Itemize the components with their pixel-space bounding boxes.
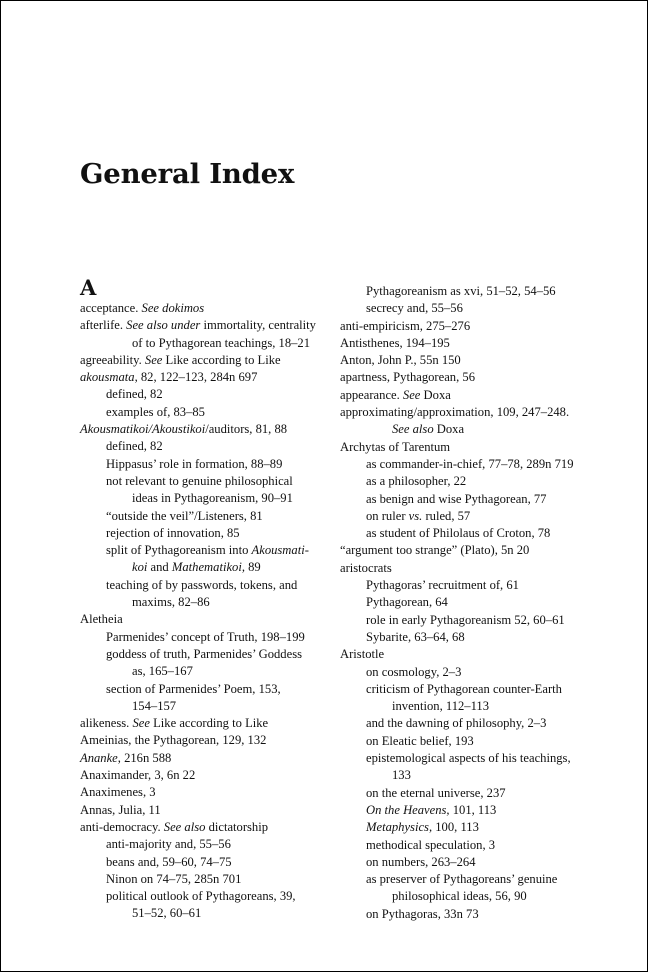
index-entry xyxy=(80,646,342,663)
index-entry-text: Akousmati- xyxy=(251,543,309,558)
index-entry xyxy=(340,577,610,594)
index-entry-text: Aristotle xyxy=(340,647,385,662)
index-entry-text: on Pythagoras, 33n 73 xyxy=(366,906,479,921)
index-entry-text: Metaphysics, xyxy=(366,820,433,835)
index-entry xyxy=(340,664,610,681)
index-entry-text: on numbers, 263–264 xyxy=(366,854,476,869)
index-entry-text: Ninon on 74–75, 285n 701 xyxy=(106,871,242,886)
index-entry xyxy=(340,629,610,646)
index-entry xyxy=(340,491,610,508)
index-entry-text: epistemological aspects of his teachings, xyxy=(366,751,571,766)
index-entry-text: goddess of truth, Parmenides’ Goddess xyxy=(106,646,302,661)
index-entry-text: teaching of by passwords, tokens, and xyxy=(106,577,298,592)
index-entry xyxy=(80,335,342,352)
index-entry-text: anti-majority and, 55–56 xyxy=(106,837,231,852)
index-entry xyxy=(80,836,342,853)
index-entry xyxy=(340,369,610,386)
section-letter-heading: A xyxy=(80,275,97,300)
index-entry-text: on cosmology, 2–3 xyxy=(366,664,462,679)
index-entry xyxy=(80,300,342,317)
index-entry-text: examples of, 83–85 xyxy=(106,404,205,419)
index-entry xyxy=(340,456,610,473)
index-entry xyxy=(340,819,610,836)
index-entry-text: 89 xyxy=(244,560,261,575)
index-entry xyxy=(340,318,610,335)
index-entry xyxy=(340,439,610,456)
index-entry xyxy=(80,888,342,905)
index-entry xyxy=(80,404,342,421)
index-entry-text: Archytas of Tarentum xyxy=(340,439,451,454)
index-entry-text: , 216n 588 xyxy=(117,750,172,765)
index-entry-text: acceptance. xyxy=(80,301,142,315)
index-entry-text: apartness, Pythagorean, 56 xyxy=(340,370,475,385)
index-entry xyxy=(340,300,610,317)
index-entry-text: as commander-in-chief, 77–78, 289n 719 xyxy=(366,456,574,471)
index-entry xyxy=(340,785,610,802)
index-entry-text: defined, 82 xyxy=(106,387,163,402)
index-entry-text: as a philosopher, 22 xyxy=(366,474,467,489)
index-entry xyxy=(80,732,342,749)
index-column-right xyxy=(340,283,610,923)
index-entry-text: rejection of innovation, 85 xyxy=(106,525,240,540)
index-entry xyxy=(340,698,610,715)
index-entry xyxy=(340,871,610,888)
index-entry xyxy=(80,802,342,819)
index-entry-text: approximating/approximation, 109, 247–248. xyxy=(340,405,570,420)
index-entry xyxy=(340,508,610,525)
index-entry-text: agreeability. xyxy=(80,352,145,367)
index-entry xyxy=(80,525,342,542)
index-entry-text: Annas, Julia, 11 xyxy=(80,802,161,817)
index-entry-text: dictatorship xyxy=(205,819,269,834)
index-entry-text: See xyxy=(132,716,150,731)
index-entry-text: ideas in Pythagoreanism, 90–91 xyxy=(132,491,293,506)
index-entry-text: See xyxy=(144,352,163,367)
index-entry-text: defined, 82 xyxy=(106,439,163,454)
index-entry xyxy=(80,750,342,767)
index-entry xyxy=(340,542,610,559)
index-entry xyxy=(80,784,342,801)
index-entry xyxy=(80,473,342,490)
index-entry-text: 101, 113 xyxy=(449,802,497,817)
index-entry-text: immortality, centrality xyxy=(200,318,316,333)
index-entry xyxy=(80,352,342,369)
index-entry xyxy=(340,767,610,784)
index-entry-text: on Eleatic belief, 193 xyxy=(366,733,474,748)
index-entry xyxy=(80,421,342,438)
index-entry-text: as student of Philolaus of Croton, 78 xyxy=(366,526,551,541)
index-entry-text: philosophical ideas, 56, 90 xyxy=(392,889,527,904)
index-entry-text: criticism of Pythagorean counter-Earth xyxy=(366,681,562,696)
index-entry-text: Ameinias, the Pythagorean, 129, 132 xyxy=(80,733,267,748)
index-entry xyxy=(340,404,610,421)
index-entry-text: role in early Pythagoreanism 52, 60–61 xyxy=(366,612,565,627)
index-entry xyxy=(80,663,342,680)
index-entry-text: maxims, 82–86 xyxy=(132,595,210,610)
index-entry xyxy=(340,837,610,854)
index-entry-text: Doxa xyxy=(420,387,451,402)
index-entry-text: Like according to Like xyxy=(162,352,281,367)
index-entry xyxy=(80,559,342,576)
index-entry-text: Sybarite, 63–64, 68 xyxy=(366,629,465,644)
index-entry-text: aristocrats xyxy=(340,560,392,575)
index-entry-text: ruled, 57 xyxy=(422,508,471,523)
index-entry-text: Doxa xyxy=(433,422,465,437)
index-entry xyxy=(80,317,342,334)
index-entry xyxy=(80,542,342,559)
index-entry-text: not relevant to genuine philosophical xyxy=(106,473,293,488)
index-entry xyxy=(80,681,342,698)
index-entry xyxy=(80,456,342,473)
index-entry-text: “argument too strange” (Plato), 5n 20 xyxy=(340,543,530,558)
index-entry-text: anti-democracy. xyxy=(80,819,164,834)
index-entry-text: Anton, John P., 55n 150 xyxy=(340,353,461,368)
index-column-left xyxy=(80,300,342,923)
index-entry-text: as, 165–167 xyxy=(132,664,193,679)
index-entry-text: split of Pythagoreanism into xyxy=(106,543,252,558)
index-entry xyxy=(340,612,610,629)
index-entry xyxy=(80,369,342,386)
index-entry-text: Anaximenes, 3 xyxy=(80,785,156,800)
index-entry-text: alikeness. xyxy=(80,716,133,731)
index-entry xyxy=(340,560,610,577)
index-entry xyxy=(340,750,610,767)
index-entry-text: Antisthenes, 194–195 xyxy=(340,335,450,350)
index-entry-text: appearance. xyxy=(340,387,403,402)
index-entry-text: of to Pythagorean teachings, 18–21 xyxy=(132,335,311,350)
index-entry xyxy=(80,854,342,871)
index-entry xyxy=(340,283,610,300)
index-entry xyxy=(80,629,342,646)
index-entry-text: on the eternal universe, 237 xyxy=(366,785,506,800)
index-entry-text: Like according to Like xyxy=(149,716,269,731)
index-entry-text: Mathematikoi, xyxy=(171,560,245,575)
index-entry-text: See xyxy=(402,387,421,402)
index-entry xyxy=(340,646,610,663)
index-entry xyxy=(340,854,610,871)
index-entry xyxy=(340,888,610,905)
index-entry xyxy=(340,802,610,819)
index-entry-text: 100, 113 xyxy=(432,820,479,835)
index-entry xyxy=(80,905,342,922)
page-title: General Index xyxy=(80,158,295,190)
index-entry-text: 51–52, 60–61 xyxy=(132,906,202,921)
index-entry-text: as preserver of Pythagoreans’ genuine xyxy=(366,872,558,887)
index-entry xyxy=(80,508,342,525)
index-entry-text: koi xyxy=(132,560,148,575)
index-entry-text: beans and, 59–60, 74–75 xyxy=(106,854,232,869)
index-entry-text: methodical speculation, 3 xyxy=(366,837,496,852)
index-entry xyxy=(80,819,342,836)
index-entry-text: section of Parmenides’ Poem, 153, xyxy=(106,681,281,696)
index-entry xyxy=(340,733,610,750)
index-entry-text: 154–157 xyxy=(132,698,177,713)
index-entry-text: and xyxy=(147,560,172,575)
index-entry xyxy=(340,681,610,698)
index-entry-text: vs. xyxy=(408,508,423,523)
index-entry-text: invention, 112–113 xyxy=(392,699,490,714)
index-entry xyxy=(340,473,610,490)
index-entry xyxy=(80,871,342,888)
index-entry-text: Anaximander, 3, 6n 22 xyxy=(80,768,196,783)
index-entry xyxy=(80,611,342,628)
index-entry-text: Parmenides’ concept of Truth, 198–199 xyxy=(106,629,305,644)
index-entry xyxy=(340,594,610,611)
index-entry xyxy=(340,715,610,732)
index-entry xyxy=(340,335,610,352)
index-entry-text: See also xyxy=(392,422,434,437)
index-entry-text: and the dawning of philosophy, 2–3 xyxy=(366,716,547,731)
index-entry xyxy=(80,438,342,455)
index-entry-text: On the Heavens, xyxy=(366,802,450,817)
index-entry xyxy=(80,490,342,507)
index-entry xyxy=(340,421,610,438)
index-entry-text: Pythagoras’ recruitment of, 61 xyxy=(366,578,519,593)
index-entry xyxy=(340,525,610,542)
index-entry xyxy=(80,698,342,715)
index-entry-text: 133 xyxy=(392,768,411,783)
index-entry-text: anti-empiricism, 275–276 xyxy=(340,318,471,333)
index-entry-text: Akousmatikoi/Akoustikoi xyxy=(80,422,206,437)
index-entry-text: Aletheia xyxy=(80,612,123,627)
index-entry xyxy=(340,352,610,369)
index-entry xyxy=(80,715,342,732)
index-entry-text: Ananke xyxy=(80,750,118,765)
index-entry xyxy=(80,386,342,403)
index-entry-text: See also xyxy=(163,819,206,834)
index-entry-text: Pythagorean, 64 xyxy=(366,595,448,610)
index-entry-text: Pythagoreanism as xvi, 51–52, 54–56 xyxy=(366,284,556,298)
index-entry-text: /auditors, 81, 88 xyxy=(205,422,288,437)
index-entry-text: on ruler xyxy=(366,508,409,523)
index-entry-text: afterlife. xyxy=(80,318,127,333)
index-entry xyxy=(80,594,342,611)
index-entry xyxy=(80,577,342,594)
index-entry-text: political outlook of Pythagoreans, 39, xyxy=(106,889,296,904)
index-entry xyxy=(80,767,342,784)
index-entry-text: secrecy and, 55–56 xyxy=(366,301,463,316)
index-entry-text: as benign and wise Pythagorean, 77 xyxy=(366,491,547,506)
index-entry-text: See dokimos xyxy=(141,301,205,315)
index-entry-text: , 82, 122–123, 284n 697 xyxy=(134,370,258,385)
index-entry xyxy=(340,906,610,923)
index-entry-text: akousmata xyxy=(80,370,135,385)
index-entry-text: See also under xyxy=(126,318,201,333)
index-entry-text: Hippasus’ role in formation, 88–89 xyxy=(106,456,283,471)
index-entry-text: “outside the veil”/Listeners, 81 xyxy=(106,508,263,523)
index-entry xyxy=(340,387,610,404)
